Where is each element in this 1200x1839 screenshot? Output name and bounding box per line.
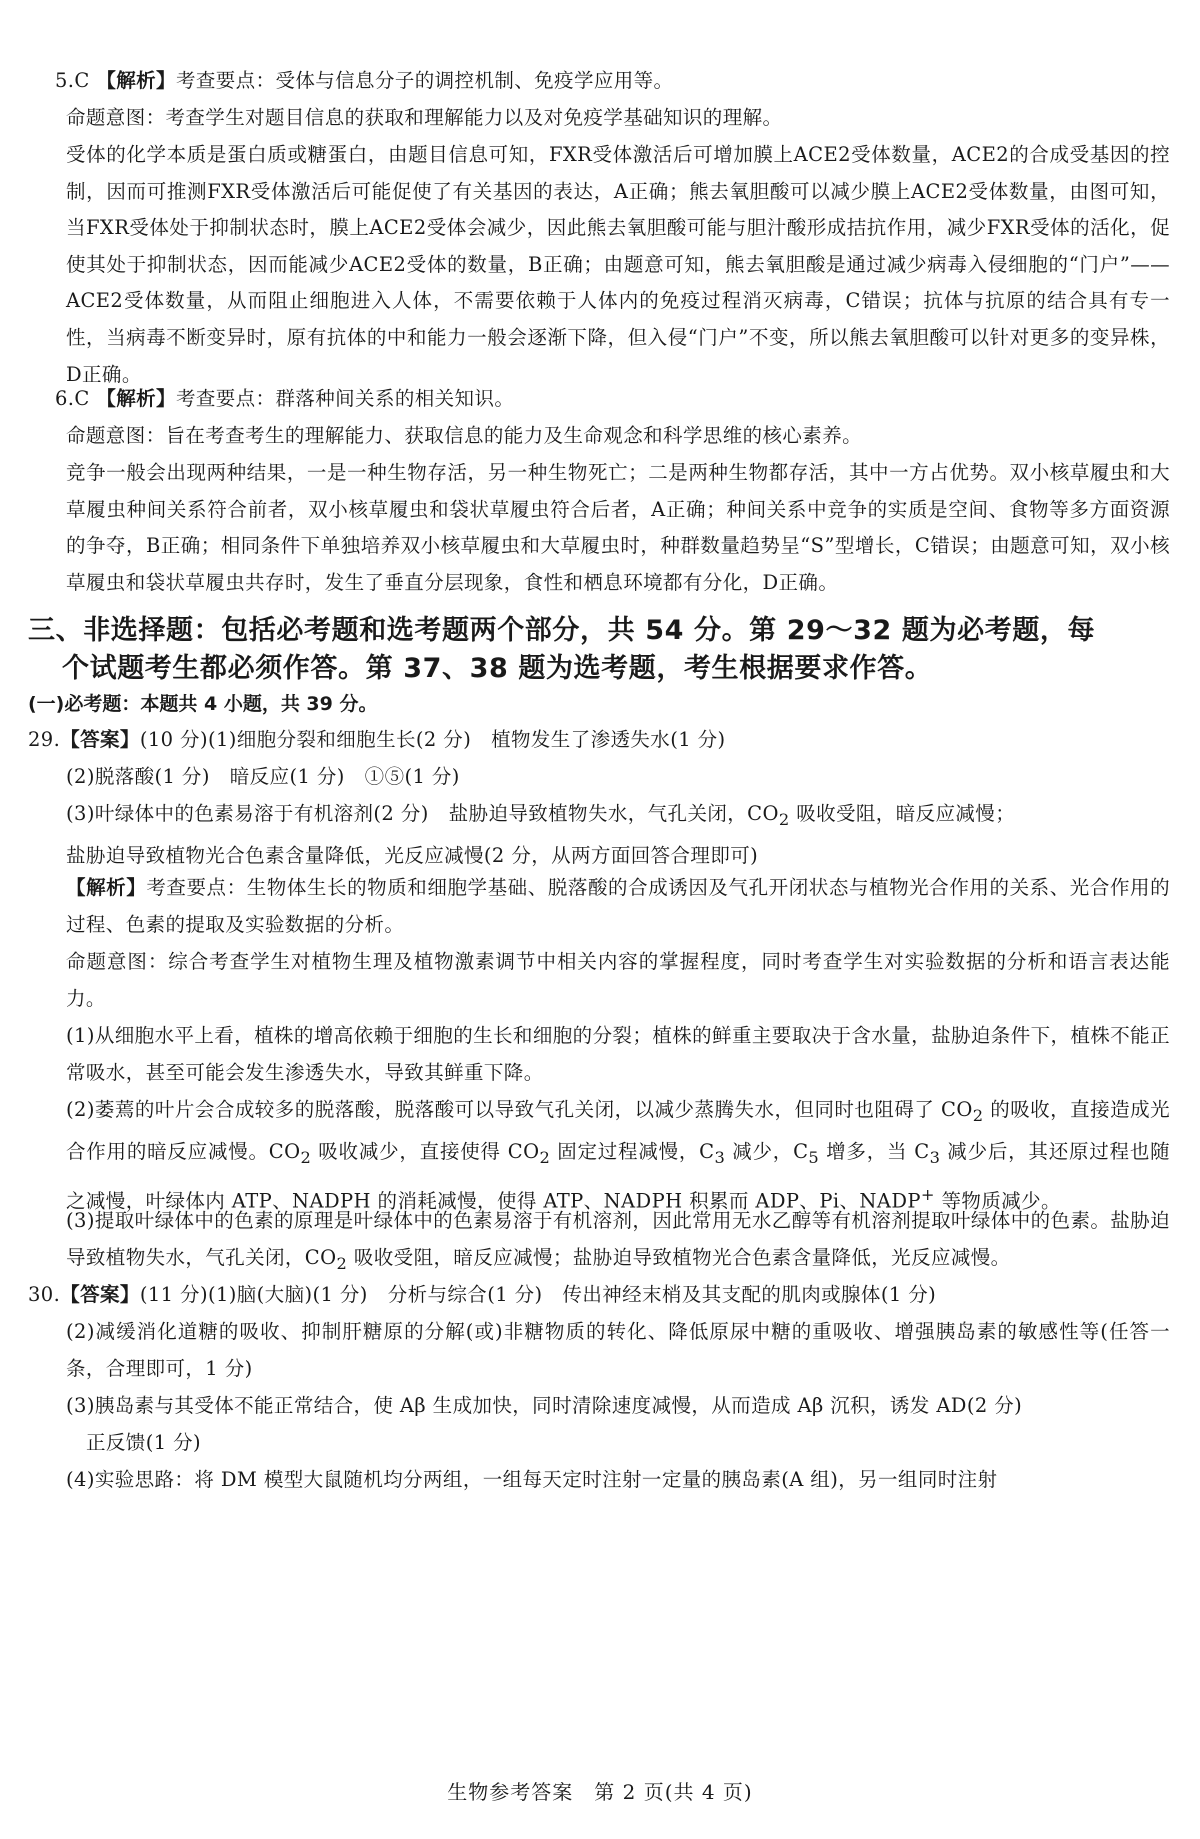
section3-line2: 个试题考生都必须作答。第 37、38 题为选考题，考生根据要求作答。: [62, 653, 933, 684]
q6-body: 竞争一般会出现两种结果，一是一种生物存活，另一种生物死亡；二是两种生物都存活，其中一方占优势。双小核草履虫和大草履虫种间关系符合前者，双小核草履虫和袋状草履虫符合后者，A正确；种间关系中竞争的实质是空间、食物等多方面资源的争夺，B正确；相同条件下单独培养双小核草履虫和大草履虫时，种群数量趋势呈“S”型增长，C错误；由题意可知，双小核草履虫和袋状草履虫共存时，发生了垂直分层现象，食性和栖息环境都有分化，D正确。: [66, 461, 1170, 594]
subscript-2: 2: [300, 1148, 312, 1168]
q6-analysis-tag: 【解析】: [96, 387, 176, 410]
p2-text-h: 等物质减少。: [934, 1189, 1061, 1213]
q29-answer-part2: (2)脱落酸(1 分) 暗反应(1 分) ①⑤(1 分): [66, 765, 460, 788]
q29-answer-tag: 【答案】: [60, 728, 140, 751]
q30-answer-part1: (11 分)(1)脑(大脑)(1 分) 分析与综合(1 分) 传出神经末梢及其支配的肌肉或腺体(1 分): [139, 1283, 937, 1306]
q29-ans3-text-a: (3)叶绿体中的色素易溶于有机溶剂(2 分) 盐胁迫导致植物失水，气孔关闭，CO: [66, 802, 779, 825]
superscript-plus: +: [920, 1184, 935, 1204]
q30-ans3-text-a: (3)胰岛素与其受体不能正常结合，使 Aβ 生成加快，同时清除速度减慢，从而造成 Aβ 沉积，诱发 AD(2 分): [66, 1394, 1023, 1417]
q29-analysis-p3: [66, 1203, 1170, 1282]
q29-analysis-head: [66, 870, 1170, 943]
subscript-2: 2: [539, 1148, 551, 1168]
q30-answer-part3: [66, 1388, 1170, 1461]
p2-text-e: 减少，C: [725, 1140, 809, 1164]
p2-text-a: (2)萎蔫的叶片会合成较多的脱落酸，脱落酸可以导致气孔关闭，以减少蒸腾失水，但同时也阻碍了 CO: [66, 1098, 973, 1121]
q29-analysis-tag: 【解析】: [66, 876, 147, 899]
subscript-2: 2: [972, 1105, 984, 1125]
subscript-2: 2: [336, 1253, 348, 1273]
page-footer: 生物参考答案 第 2 页(共 4 页): [447, 1780, 753, 1804]
subscript-2: 2: [778, 809, 790, 829]
q29-key-points: 考查要点：生物体生长的物质和细胞学基础、脱落酸的合成诱因及气孔开闭状态与植物光合作用的关系、光合作用的过程、色素的提取及实验数据的分析。: [66, 876, 1170, 936]
q5-analysis-tag: 【解析】: [96, 69, 176, 92]
p2-text-d: 固定过程减慢，C: [550, 1140, 715, 1164]
q29-answer-part1: (10 分)(1)细胞分裂和细胞生长(2 分) 植物发生了渗透失水(1 分): [139, 728, 726, 751]
q29-analysis-p2: [66, 1092, 1170, 1220]
p3-text-a: (3)提取叶绿体中的色素的原理是叶绿体中的色素易溶于有机溶剂，因此常用无水乙醇等有机溶剂提取叶绿体中的色素。盐胁迫导致植物失水，气孔关闭，CO: [66, 1209, 1170, 1269]
p2-text-f: 增多，当 C: [819, 1140, 930, 1164]
q5-heading: [55, 63, 1170, 100]
q30-answer-part4: (4)实验思路：将 DM 模型大鼠随机均分两组，一组每天定时注射一定量的胰岛素(A 组)，另一组同时注射: [66, 1468, 998, 1491]
q29-answer-part3: [66, 796, 1170, 875]
q6-heading: [55, 381, 1170, 418]
subscript-5: 5: [808, 1148, 820, 1168]
q29-number: 29.: [28, 728, 61, 751]
q29-answer-line1: [28, 722, 1170, 759]
q6-number: 6.C: [55, 387, 90, 410]
section3-heading: [28, 612, 1173, 688]
q30-ans3-text-b: 正反馈(1 分): [86, 1430, 202, 1454]
q29-ans3-text-c: 盐胁迫导致植物光合色素含量降低，光反应减慢(2 分，从两方面回答合理即可): [66, 844, 759, 868]
p2-text-g: 减少后，其还原过程也随之减慢，叶绿体内 ATP、NADPH 的消耗减慢，使得 ATP、NADPH 积累而 ADP、Pi、NADP: [66, 1140, 1171, 1213]
p3-text-b: 吸收受阻，暗反应减慢；盐胁迫导致植物光合色素含量降低，光反应减慢。: [347, 1245, 1011, 1269]
q29-intent: 命题意图：综合考查学生对植物生理及植物激素调节中相关内容的掌握程度，同时考查学生对实验数据的分析和语言表达能力。: [66, 950, 1170, 1010]
q6-key-points: 考查要点：群落种间关系的相关知识。: [175, 387, 515, 410]
q5-key-points: 考查要点：受体与信息分子的调控机制、免疫学应用等。: [175, 69, 674, 92]
q30-answer-part2: (2)减缓消化道糖的吸收、抑制肝糖原的分解(或)非糖物质的转化、降低原尿中糖的重吸收、增强胰岛素的敏感性等(任答一条，合理即可，1 分): [66, 1320, 1170, 1380]
p2-text-b: 的吸收，直接造成光合作用的暗反应减慢。CO: [66, 1098, 1170, 1164]
q30-answer-tag: 【答案】: [60, 1283, 140, 1306]
subscript-3: 3: [714, 1148, 726, 1168]
required-questions-subheading: (一)必考题：本题共 4 小题，共 39 分。: [28, 693, 378, 715]
q5-body: 受体的化学本质是蛋白质或糖蛋白，由题目信息可知，FXR受体激活后可增加膜上ACE2受体数量，ACE2的合成受基因的控制，因而可推测FXR受体激活后可能促使了有关基因的表达，A正确；熊去氧胆酸可以减少膜上ACE2受体数量，由图可知，当FXR受体处于抑制状态时，膜上ACE2受体会减少，因此熊去氧胆酸可能与胆汁酸形成拮抗作用，减少FXR受体的活化，促使其处于抑制状态，因而能减少ACE2受体的数量，B正确；由题意可知，熊去氧胆酸是通过减少病毒入侵细胞的“门户”——ACE2受体数量，从而阻止细胞进入人体，不需要依赖于人体内的免疫过程消灭病毒，C错误；抗体与抗原的结合具有专一性，当病毒不断变异时，原有抗体的中和能力一般会逐渐下降，但入侵“门户”不变，所以熊去氧胆酸可以针对更多的变异株，D正确。: [66, 143, 1170, 386]
q29-ans3-text-b: 吸收受阻，暗反应减慢；: [789, 802, 1016, 825]
q6-intent: 命题意图：旨在考查考生的理解能力、获取信息的能力及生命观念和科学思维的核心素养。: [66, 424, 863, 447]
p2-text-c: 吸收减少，直接使得 CO: [311, 1140, 540, 1164]
q5-intent: 命题意图：考查学生对题目信息的获取和理解能力以及对免疫学基础知识的理解。: [66, 106, 783, 129]
q30-number: 30.: [28, 1283, 61, 1306]
q30-answer-line1: [28, 1277, 1170, 1314]
section3-line1: 三、非选择题：包括必考题和选考题两个部分，共 54 分。第 29～32 题为必考题，每: [28, 615, 1096, 646]
subscript-3: 3: [929, 1148, 941, 1168]
q5-number: 5.C: [55, 69, 90, 92]
q29-analysis-p1: (1)从细胞水平上看，植株的增高依赖于细胞的生长和细胞的分裂；植株的鲜重主要取决于含水量，盐胁迫条件下，植株不能正常吸水，甚至可能会发生渗透失水，导致其鲜重下降。: [66, 1024, 1170, 1084]
